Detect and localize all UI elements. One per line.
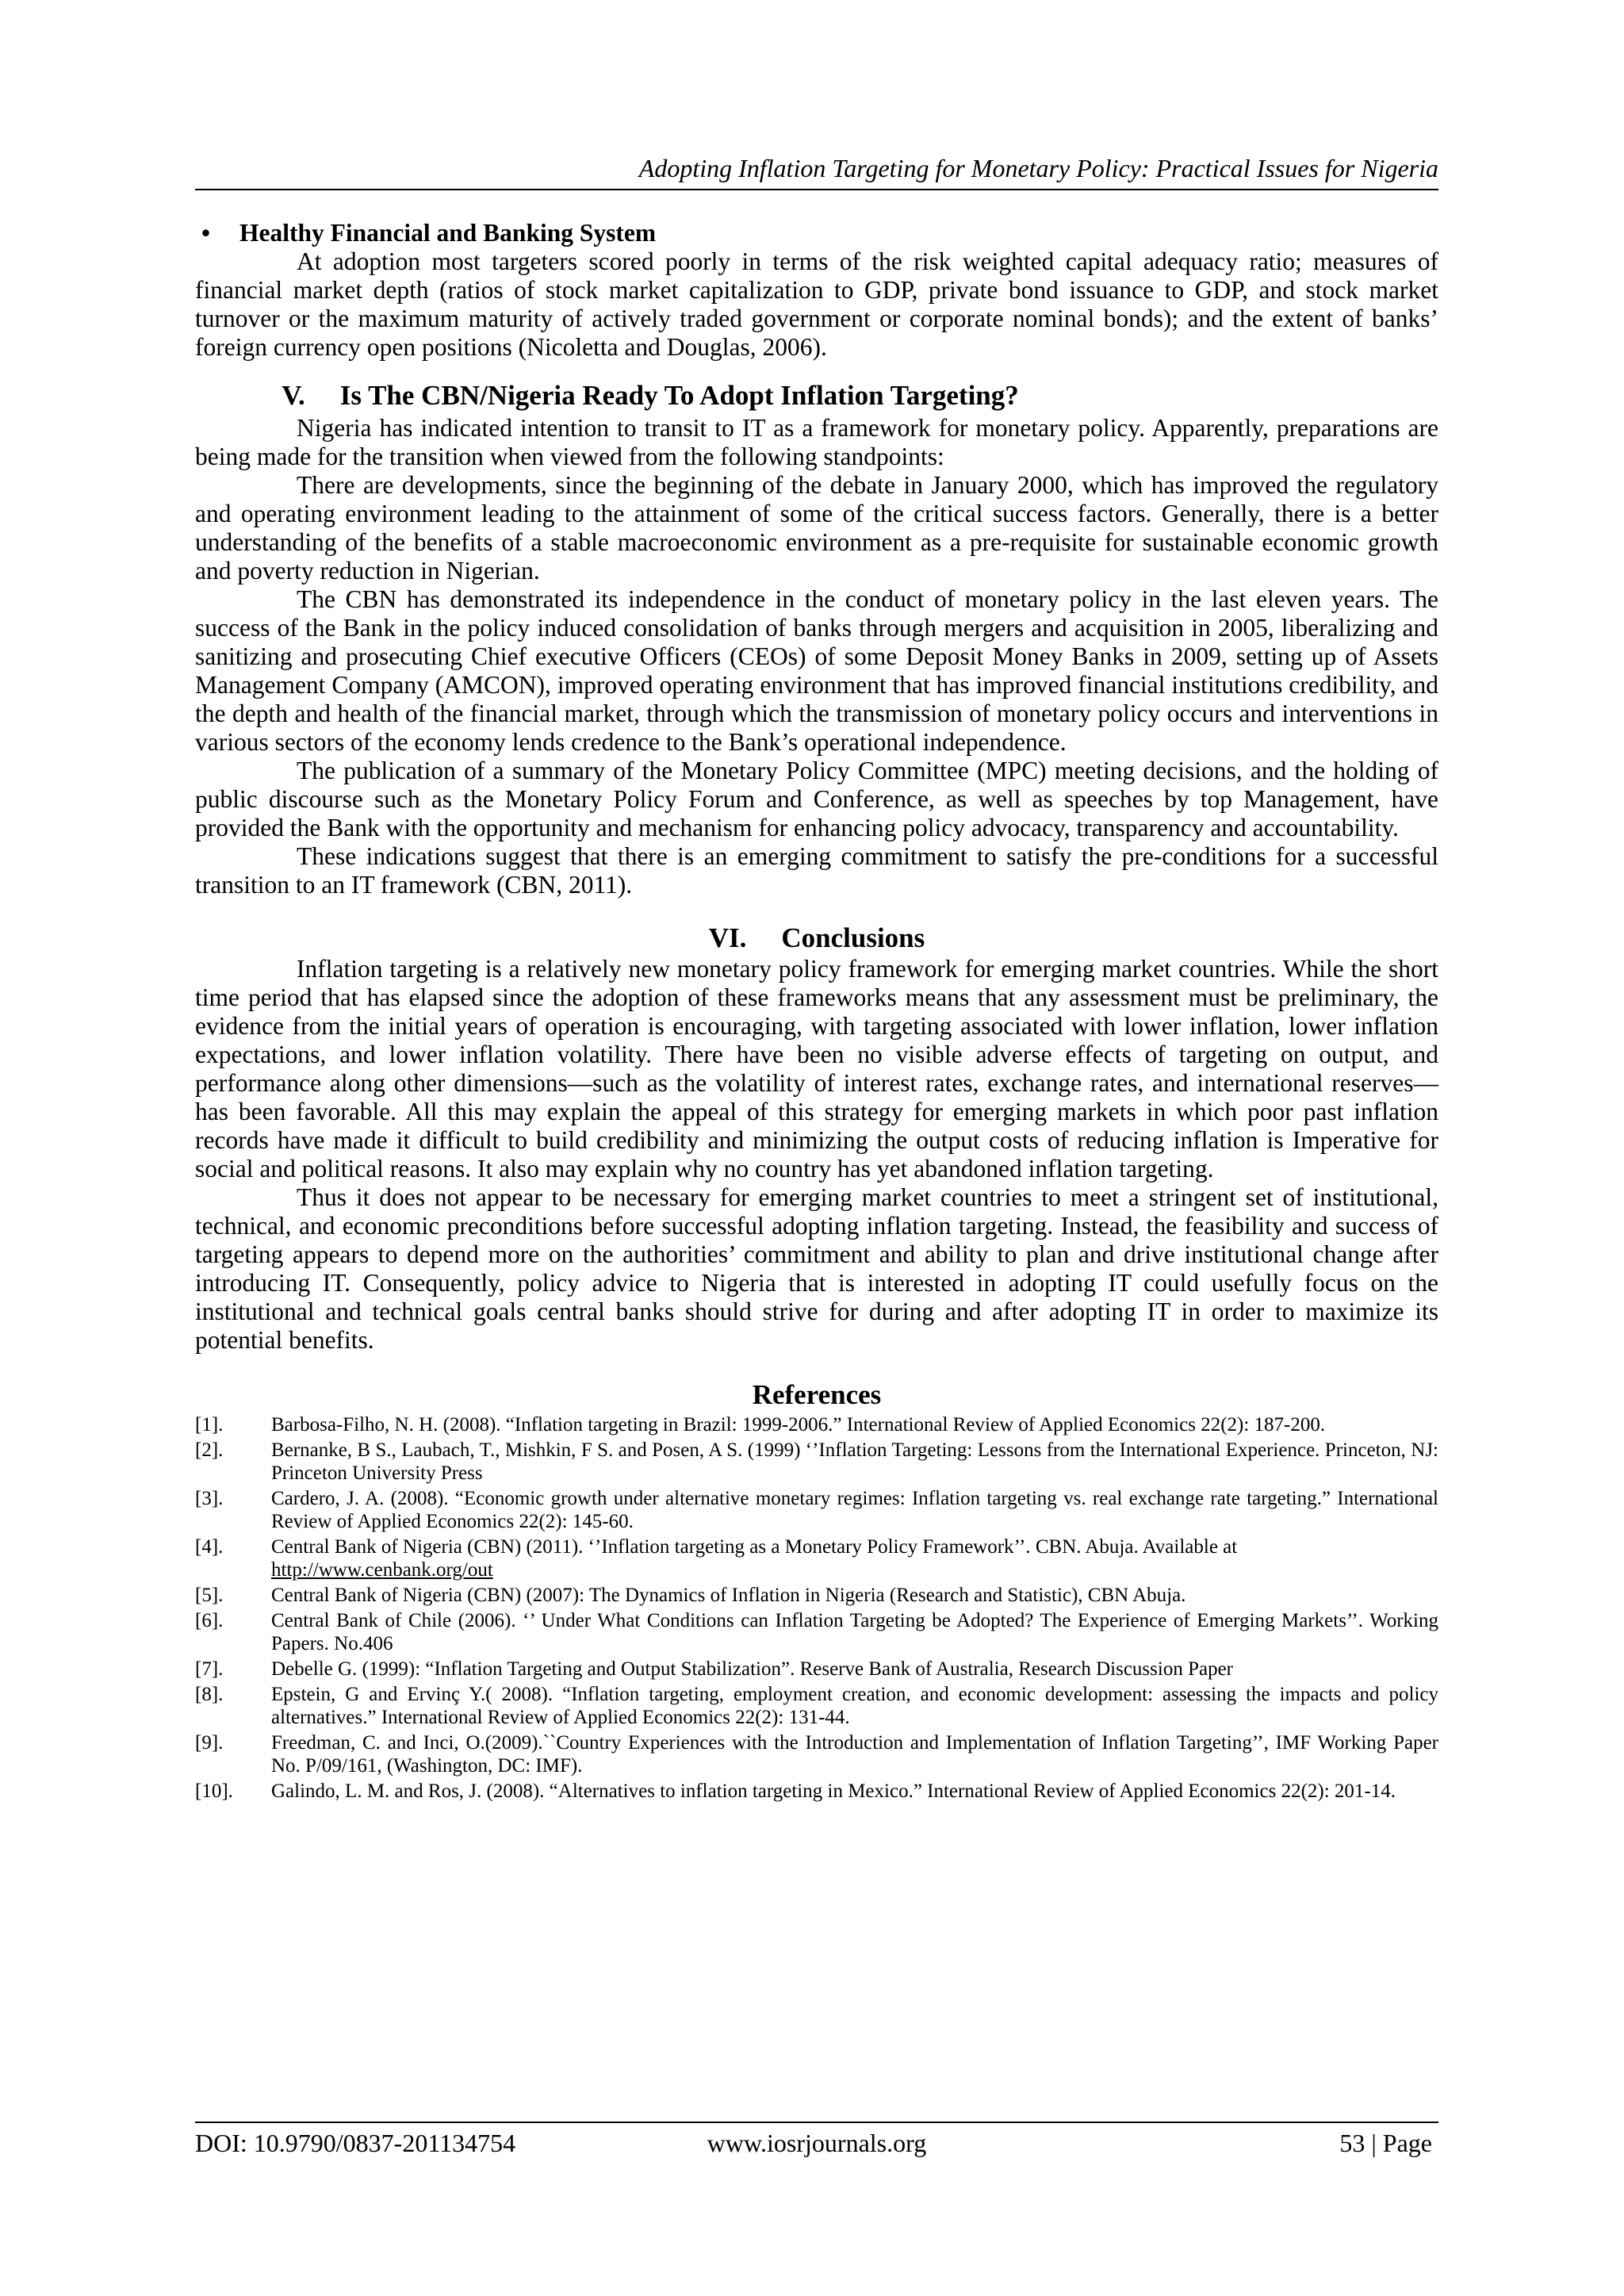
reference-number: [2]. [195,1439,224,1461]
reference-number: [4]. [195,1536,224,1558]
reference-text: Central Bank of Chile (2006). ‘’ Under What Conditions can Inflation Targeting be Adopted? The Experience of Emerging Markets’’. Working Papers. No.406 [271,1610,1438,1654]
bullet-heading-text: Healthy Financial and Banking System [239,219,657,247]
section-5-number: V. [282,380,305,411]
bullet-icon: • [201,219,211,247]
reference-item [195,1413,1438,1436]
reference-text: Galindo, L. M. and Ros, J. (2008). “Alternatives to inflation targeting in Mexico.” International Review of Applied Economics 22(2): 201-14. [271,1780,1396,1802]
reference-item [195,1439,1438,1485]
references-list [195,1413,1438,1803]
section-6-number: VI. [708,922,747,953]
page-footer [195,2127,1438,2159]
header-rule [195,189,1438,190]
references-heading: References [752,1379,882,1410]
section-6-title: Conclusions [781,922,925,953]
section-5-title: Is The CBN/Nigeria Ready To Adopt Inflation Targeting? [339,380,1019,411]
footer-doi: DOI: 10.9790/0837-201134754 [195,2129,516,2157]
reference-number: [7]. [195,1658,224,1680]
reference-item [195,1535,1438,1581]
reference-number: [6]. [195,1610,224,1631]
reference-item [195,1609,1438,1655]
section-5-paragraph: These indications suggest that there is an emerging commitment to satisfy the pre-conditions for a successful transition to an IT framework (CBN, 2011). [195,842,1438,899]
reference-number: [9]. [195,1732,224,1754]
section-6-paragraph: Inflation targeting is a relatively new monetary policy framework for emerging market countries. While the short time period that has elapsed since the adoption of these frameworks means that any assessment must be preliminary, the evidence from the initial years of operation is encouraging, with targeting associated with lower inflation, lower inflation expectations, and lower inflation volatility. There have been no visible adverse effects of targeting on output, and performance along other dimensions—such as the volatility of interest rates, exchange rates, and international reserves—has been favorable. All this may explain the appeal of this strategy for emerging markets in which poor past inflation records have made it difficult to build credibility and minimizing the output costs of reducing inflation is Imperative for social and political reasons. It also may explain why no country has yet abandoned inflation targeting. [195,955,1438,1182]
reference-number: [5]. [195,1585,224,1606]
reference-number: [10]. [195,1780,233,1802]
reference-item [195,1731,1438,1777]
reference-text [271,1535,1438,1581]
reference-number: [1]. [195,1414,224,1435]
reference-item [195,1658,1438,1681]
reference-text: Epstein, G and Ervinç Y.( 2008). “Inflation targeting, employment creation, and economic development: assessing the impacts and policy alternatives.” International Review of Applied Economics 22(2): 131-44. [271,1684,1438,1728]
section-5-heading [195,379,1438,412]
reference-text: Central Bank of Nigeria (CBN) (2007): The Dynamics of Inflation in Nigeria (Research and Statistic), CBN Abuja. [271,1585,1186,1606]
reference-item [195,1780,1438,1803]
section-6-paragraph: Thus it does not appear to be necessary for emerging market countries to meet a stringent set of institutional, technical, and economic preconditions before successful adopting inflation targeting. Instead, the feasibility and success of targeting appears to depend more on the authorities’ commitment and ability to plan and drive institutional change after introducing IT. Consequently, policy advice to Nigeria that is interested in adopting IT could usefully focus on the institutional and technical goals central banks should strive for during and after adopting IT in order to maximize its potential benefits. [195,1183,1438,1354]
reference-number: [3]. [195,1488,224,1509]
reference-item [195,1683,1438,1729]
reference-link[interactable]: http://www.cenbank.org/out [271,1559,493,1581]
footer-page-number: 53 | Page [1339,2129,1432,2157]
reference-number: [8]. [195,1684,224,1705]
reference-text-body: Central Bank of Nigeria (CBN) (2011). ‘’Inflation targeting as a Monetary Policy Framework’’. CBN. Abuja. Available at [271,1536,1238,1558]
reference-text: Cardero, J. A. (2008). “Economic growth under alternative monetary regimes: Inflation targeting vs. real exchange rate targeting.” International Review of Applied Economics 22(2): 145-60. [271,1488,1438,1532]
reference-text: Debelle G. (1999): “Inflation Targeting and Output Stabilization”. Reserve Bank of Australia, Research Discussion Paper [271,1658,1233,1680]
section-6-heading [195,922,1438,955]
footer-rule [195,2122,1438,2123]
page-body [195,219,1438,1805]
section-5-paragraph: The CBN has demonstrated its independence in the conduct of monetary policy in the last eleven years. The success of the Bank in the policy induced consolidation of banks through mergers and acquisition in 2005, liberalizing and sanitizing and prosecuting Chief executive Officers (CEOs) of some Deposit Money Banks in 2009, setting up of Assets Management Company (AMCON), improved operating environment that has improved financial institutions credibility, and the depth and health of the financial market, through which the transmission of monetary policy occurs and interventions in various sectors of the economy lends credence to the Bank’s operational independence. [195,585,1438,756]
reference-text: Bernanke, B S., Laubach, T., Mishkin, F S. and Posen, A S. (1999) ‘’Inflation Targeting: Lessons from the International Experience. Princeton, NJ: Princeton University Press [271,1439,1438,1484]
section-5-paragraph: The publication of a summary of the Monetary Policy Committee (MPC) meeting decisions, and the holding of public discourse such as the Monetary Policy Forum and Conference, as well as speeches by top Management, have provided the Bank with the opportunity and mechanism for enhancing policy advocacy, transparency and accountability. [195,757,1438,841]
reference-text: Barbosa-Filho, N. H. (2008). “Inflation targeting in Brazil: 1999-2006.” International Review of Applied Economics 22(2): 187-200. [271,1414,1326,1435]
reference-item [195,1487,1438,1533]
reference-text: Freedman, C. and Inci, O.(2009).``Country Experiences with the Introduction and Implementation of Inflation Targeting’’, IMF Working Paper No. P/09/161, (Washington, DC: IMF). [271,1732,1438,1777]
healthy-system-paragraph: At adoption most targeters scored poorly in terms of the risk weighted capital adequacy ratio; measures of financial market depth (ratios of stock market capitalization to GDP, private bond issuance to GDP, and stock market turnover or the maximum maturity of actively traded government or corporate nominal bonds); and the extent of banks’ foreign currency open positions (Nicoletta and Douglas, 2006). [195,247,1438,361]
section-5-paragraph: Nigeria has indicated intention to transit to IT as a framework for monetary policy. Apparently, preparations are being made for the transition when viewed from the following standpoints: [195,414,1438,470]
section-5-paragraph: There are developments, since the beginning of the debate in January 2000, which has improved the regulatory and operating environment leading to the attainment of some of the critical success factors. Generally, there is a better understanding of the benefits of a stable macroeconomic environment as a pre-requisite for sustainable economic growth and poverty reduction in Nigerian. [195,471,1438,585]
bullet-heading [195,219,1438,247]
running-title: Adopting Inflation Targeting for Monetary Policy: Practical Issues for Nigeria [638,154,1438,182]
reference-item [195,1584,1438,1607]
footer-website: www.iosrjournals.org [707,2129,927,2157]
